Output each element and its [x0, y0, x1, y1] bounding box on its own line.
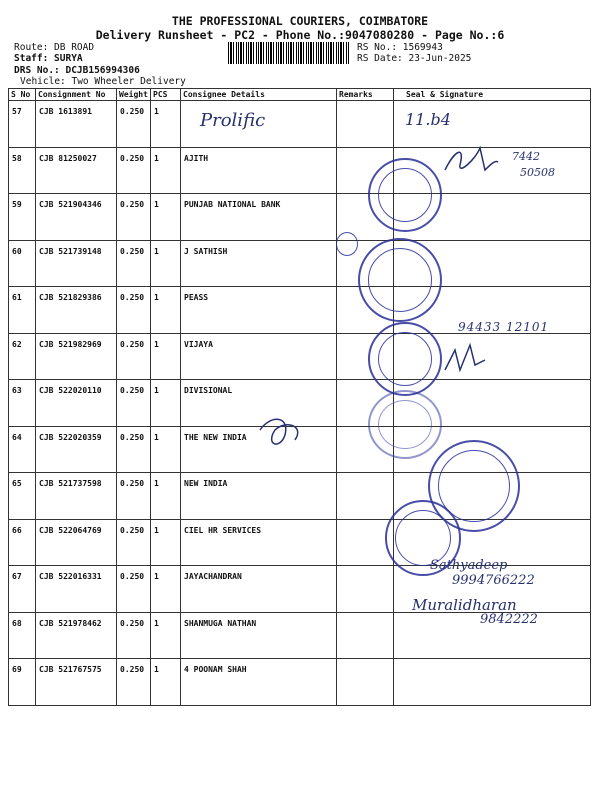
signature-scribble — [440, 340, 490, 380]
handwritten-signature: Prolific — [200, 110, 266, 131]
col-header-weight: Weight — [117, 89, 151, 101]
drs-label: DRS No.: DCJB156994306 — [14, 65, 140, 76]
row-consignment: CJB 521767575 — [36, 659, 117, 706]
row-pcs: 1 — [151, 566, 181, 613]
table-header-row — [9, 89, 591, 101]
row-sno: 62 — [9, 333, 36, 380]
office-seal-stamp — [368, 390, 442, 459]
bank-seal-stamp — [368, 158, 442, 232]
row-remarks — [337, 473, 394, 520]
row-sno: 61 — [9, 287, 36, 334]
row-remarks — [337, 659, 394, 706]
row-sno: 66 — [9, 519, 36, 566]
row-pcs: 1 — [151, 240, 181, 287]
insurance-seal-stamp — [368, 322, 442, 396]
col-header-pcs: PCS — [151, 89, 181, 101]
row-sno: 59 — [9, 194, 36, 241]
barcode — [228, 42, 350, 64]
row-sno: 64 — [9, 426, 36, 473]
row-consignee: 4 POONAM SHAH — [181, 659, 337, 706]
runsheet-subtitle: Delivery Runsheet - PC2 - Phone No.:9047080280 - Page No.:6 — [95, 28, 505, 42]
row-weight: 0.250 — [117, 287, 151, 334]
row-pcs: 1 — [151, 659, 181, 706]
row-remarks — [337, 612, 394, 659]
table-row — [9, 101, 591, 148]
row-sno: 68 — [9, 612, 36, 659]
handwritten-phone: 9994766222 — [452, 573, 535, 588]
rs-date: RS Date: 23-Jun-2025 — [357, 53, 472, 64]
handwritten-note: 7442 — [512, 150, 540, 163]
signature-scribble — [440, 140, 500, 180]
row-consignment: CJB 521737598 — [36, 473, 117, 520]
row-pcs: 1 — [151, 194, 181, 241]
row-consignment: CJB 522064769 — [36, 519, 117, 566]
row-weight: 0.250 — [117, 333, 151, 380]
handwritten-signature: 11.b4 — [405, 110, 451, 129]
row-weight: 0.250 — [117, 101, 151, 148]
col-header-consignment: Consignment No — [36, 89, 117, 101]
row-weight: 0.250 — [117, 566, 151, 613]
row-pcs: 1 — [151, 473, 181, 520]
row-weight: 0.250 — [117, 612, 151, 659]
row-pcs: 1 — [151, 287, 181, 334]
row-consignee: AJITH — [181, 147, 337, 194]
row-weight: 0.250 — [117, 659, 151, 706]
handwritten-signature: Sathyadeep — [430, 558, 508, 573]
row-consignment: CJB 522020110 — [36, 380, 117, 427]
rs-number: RS No.: 1569943 — [357, 42, 443, 53]
row-pcs: 1 — [151, 333, 181, 380]
row-weight: 0.250 — [117, 380, 151, 427]
row-consignee: JAYACHANDRAN — [181, 566, 337, 613]
row-consignment: CJB 521739148 — [36, 240, 117, 287]
row-consignee: VIJAYA — [181, 333, 337, 380]
row-consignment: CJB 522020359 — [36, 426, 117, 473]
row-consignee: NEW INDIA — [181, 473, 337, 520]
row-consignee: J SATHISH — [181, 240, 337, 287]
row-sno: 63 — [9, 380, 36, 427]
row-weight: 0.250 — [117, 194, 151, 241]
row-sno: 58 — [9, 147, 36, 194]
company-title: THE PROFESSIONAL COURIERS, COIMBATORE — [171, 14, 429, 28]
row-sno: 69 — [9, 659, 36, 706]
row-pcs: 1 — [151, 612, 181, 659]
route-label: Route: DB ROAD — [14, 42, 95, 53]
row-sno: 67 — [9, 566, 36, 613]
row-remarks — [337, 566, 394, 613]
axis-bank-seal-stamp — [385, 500, 461, 576]
row-sno: 65 — [9, 473, 36, 520]
row-pcs: 1 — [151, 519, 181, 566]
table-row — [9, 194, 591, 241]
col-header-seal: Seal & Signature — [394, 89, 591, 101]
handwritten-signature: Muralidharan — [412, 596, 517, 614]
table-row — [9, 147, 591, 194]
row-consignment: CJB 522016331 — [36, 566, 117, 613]
vehicle-label: Vehicle: Two Wheeler Delivery — [20, 76, 186, 87]
signature-scribble — [250, 410, 310, 450]
row-consignment: CJB 1613891 — [36, 101, 117, 148]
row-consignment: CJB 521978462 — [36, 612, 117, 659]
row-pcs: 1 — [151, 426, 181, 473]
row-consignment: CJB 521829386 — [36, 287, 117, 334]
row-seal — [394, 659, 591, 706]
row-weight: 0.250 — [117, 519, 151, 566]
row-consignee: PEASS — [181, 287, 337, 334]
row-consignment: CJB 521904346 — [36, 194, 117, 241]
col-header-sno: S No — [9, 89, 36, 101]
handwritten-phone: 9842222 — [480, 612, 538, 627]
row-weight: 0.250 — [117, 426, 151, 473]
row-weight: 0.250 — [117, 240, 151, 287]
row-consignment: CJB 81250027 — [36, 147, 117, 194]
row-consignee: PUNJAB NATIONAL BANK — [181, 194, 337, 241]
table-row — [9, 659, 591, 706]
company-seal-stamp — [358, 238, 442, 322]
row-weight: 0.250 — [117, 473, 151, 520]
col-header-remarks: Remarks — [337, 89, 394, 101]
row-weight: 0.250 — [117, 147, 151, 194]
table-row — [9, 333, 591, 380]
row-sno: 60 — [9, 240, 36, 287]
row-remarks — [337, 101, 394, 148]
staff-label: Staff: SURYA — [14, 53, 83, 64]
row-pcs: 1 — [151, 101, 181, 148]
row-consignee: THE NEW INDIA — [181, 426, 337, 473]
row-consignee: SHANMUGA NATHAN — [181, 612, 337, 659]
row-consignee: CIEL HR SERVICES — [181, 519, 337, 566]
row-consignee: DIVISIONAL — [181, 380, 337, 427]
handwritten-phone: 94433 12101 — [458, 320, 550, 334]
handwritten-note: 50508 — [520, 166, 555, 179]
col-header-consignee: Consignee Details — [181, 89, 337, 101]
table-row — [9, 240, 591, 287]
row-pcs: 1 — [151, 147, 181, 194]
row-sno: 57 — [9, 101, 36, 148]
row-pcs: 1 — [151, 380, 181, 427]
row-consignment: CJB 521982969 — [36, 333, 117, 380]
handwritten-circle — [336, 232, 358, 256]
